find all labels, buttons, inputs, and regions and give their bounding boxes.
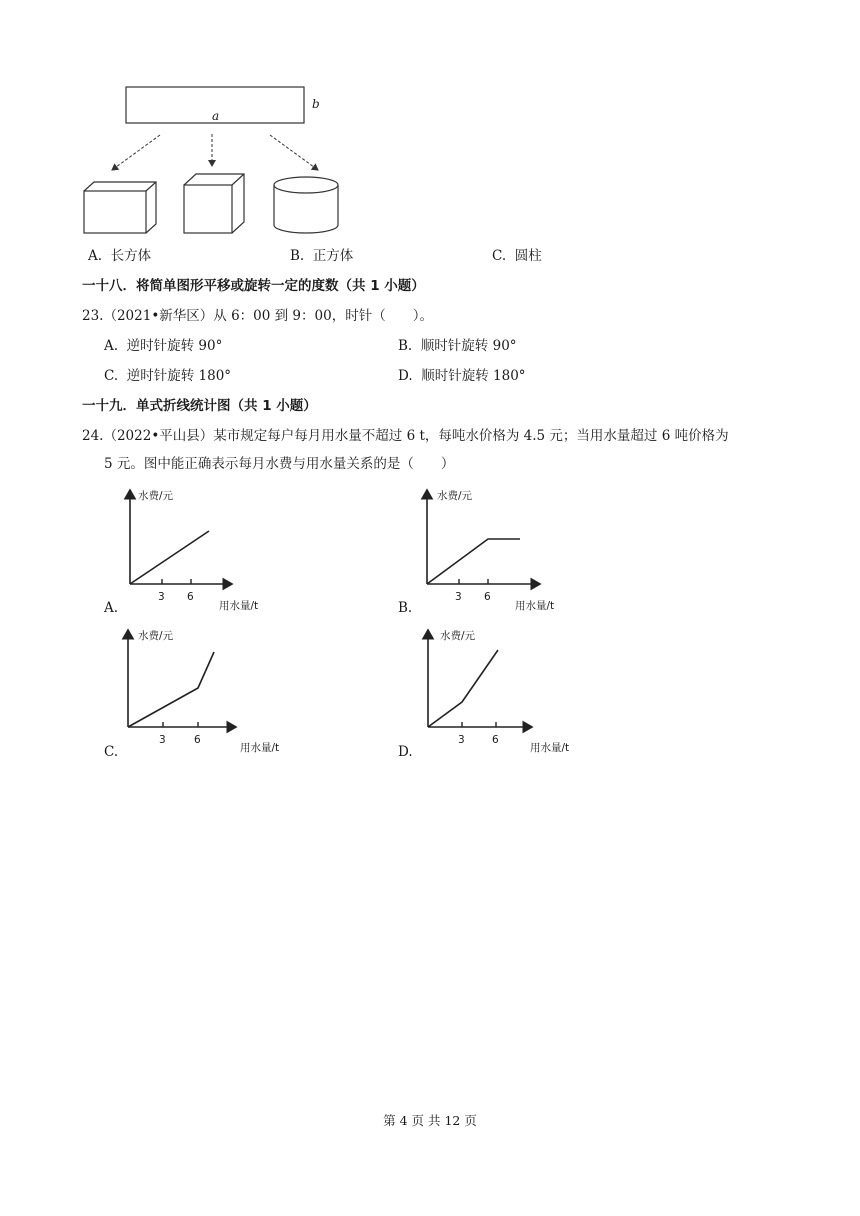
graph-d[interactable] <box>428 629 569 754</box>
graph-c[interactable] <box>128 629 279 754</box>
graph-b-tick-6: 6 <box>484 591 491 603</box>
graph-c-xlabel: 用水量/t <box>240 742 280 754</box>
q23-stem: 23.（2021•新华区）从 6：00 到 9：00，时针（ ）。 <box>82 308 433 324</box>
section-19-title: 一十九．单式折线统计图（共 1 小题） <box>82 398 317 414</box>
q24-option-d[interactable]: D. <box>398 744 413 760</box>
graph-c-tick-3: 3 <box>159 734 166 746</box>
graph-a-ylabel: 水费/元 <box>138 490 174 502</box>
q23-option-b[interactable]: B. 顺时针旋转 90° <box>398 338 517 354</box>
graph-d-xlabel: 用水量/t <box>530 742 570 754</box>
q24-option-a[interactable]: A. <box>104 600 119 616</box>
graph-a-line <box>130 531 209 584</box>
q24-stem-line2: 5 元。图中能正确表示每月水费与用水量关系的是（ ） <box>104 456 455 472</box>
graph-a-tick-6: 6 <box>187 591 194 603</box>
graph-b[interactable] <box>427 489 554 612</box>
q22-option-c[interactable]: C. 圆柱 <box>492 248 542 264</box>
q23-option-c[interactable]: C. 逆时针旋转 180° <box>104 368 232 384</box>
graph-a[interactable] <box>130 489 258 612</box>
graph-b-tick-3: 3 <box>455 591 462 603</box>
graph-d-ylabel: 水费/元 <box>440 630 476 642</box>
graph-a-xlabel: 用水量/t <box>219 600 259 612</box>
graph-b-line <box>427 539 520 584</box>
q24-option-c[interactable]: C. <box>104 744 119 760</box>
q23-option-a[interactable]: A. 逆时针旋转 90° <box>104 338 223 354</box>
label-a: a <box>212 109 220 123</box>
q24-stem-line1: 24.（2022•平山县）某市规定每户每月用水量不超过 6 t，每吨水价格为 4.5 元；当用水量超过 6 吨价格为 <box>82 428 729 444</box>
graph-c-tick-6: 6 <box>194 734 201 746</box>
q22-option-b[interactable]: B. 正方体 <box>290 248 354 264</box>
graph-d-line <box>428 650 498 727</box>
graph-b-ylabel: 水费/元 <box>437 490 473 502</box>
q23-option-d[interactable]: D. 顺时针旋转 180° <box>398 368 526 384</box>
graph-d-tick-3: 3 <box>458 734 465 746</box>
graph-d-tick-6: 6 <box>492 734 499 746</box>
graph-b-xlabel: 用水量/t <box>515 600 555 612</box>
graph-c-line <box>128 652 214 727</box>
page-footer: 第 4 页 共 12 页 <box>383 1113 477 1128</box>
graph-a-tick-3: 3 <box>158 591 165 603</box>
label-b: b <box>312 97 320 111</box>
graph-c-ylabel: 水费/元 <box>138 630 174 642</box>
q24-option-b[interactable]: B. <box>398 600 413 616</box>
section-18-title: 一十八．将简单图形平移或旋转一定的度数（共 1 小题） <box>82 278 425 294</box>
q22-option-a[interactable]: A. 长方体 <box>88 248 152 264</box>
